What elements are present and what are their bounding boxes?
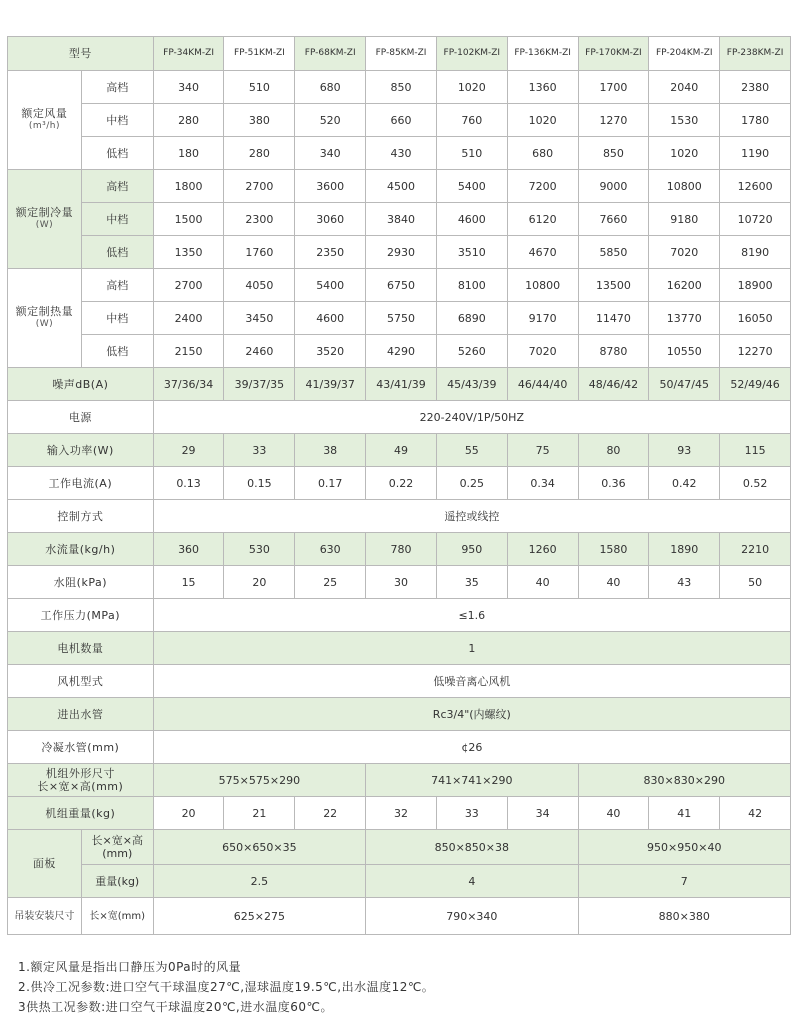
cell: 3510 (436, 236, 507, 269)
power-supply-value: 220-240V/1P/50HZ (153, 401, 790, 434)
cell: 8190 (720, 236, 791, 269)
airflow-low-label: 低档 (81, 137, 153, 170)
cell: 25 (295, 566, 366, 599)
panel-weight-row (8, 865, 791, 898)
cell: 0.25 (436, 467, 507, 500)
heating-label (8, 269, 82, 368)
cell: 50 (720, 566, 791, 599)
cell: 38 (295, 434, 366, 467)
cell: 630 (295, 533, 366, 566)
cell: 9180 (649, 203, 720, 236)
pressure-label: 工作压力(MPa) (8, 599, 154, 632)
cell: 40 (578, 797, 649, 830)
hanging-value-2: 790×340 (366, 898, 578, 935)
cell: 0.17 (295, 467, 366, 500)
drain-row (8, 731, 791, 764)
panel-size-3: 950×950×40 (578, 830, 790, 865)
cell: 7200 (507, 170, 578, 203)
cell: 21 (224, 797, 295, 830)
drain-value: ¢26 (153, 731, 790, 764)
cell: 280 (153, 104, 224, 137)
cell: 0.15 (224, 467, 295, 500)
model-7: FP-170KM-ZI (578, 37, 649, 71)
airflow-unit: (m³/h) (28, 121, 60, 131)
cell: 75 (507, 434, 578, 467)
cell: 1760 (224, 236, 295, 269)
airflow-low-row (8, 137, 791, 170)
cell: 2460 (224, 335, 295, 368)
cell: 6890 (436, 302, 507, 335)
cell: 5750 (366, 302, 437, 335)
cell: 4600 (295, 302, 366, 335)
cell: 5400 (295, 269, 366, 302)
fan-type-row (8, 665, 791, 698)
control-value: 遥控或线控 (153, 500, 790, 533)
cooling-label-text: 额定制冷量 (15, 206, 74, 219)
heating-low-row (8, 335, 791, 368)
cell: 20 (224, 566, 295, 599)
cell: 12600 (720, 170, 791, 203)
note-1: 1.额定风量是指出口静压为0Pa时的风量 (18, 960, 242, 974)
cell: 1500 (153, 203, 224, 236)
model-6: FP-136KM-ZI (507, 37, 578, 71)
cell: 1020 (649, 137, 720, 170)
model-2: FP-51KM-ZI (224, 37, 295, 71)
notes (18, 957, 434, 1017)
cell: 4500 (366, 170, 437, 203)
cell: 33 (436, 797, 507, 830)
heating-low-label: 低档 (81, 335, 153, 368)
dimensions-label-line2: 长×宽×高(mm) (37, 780, 124, 793)
cooling-high-row (8, 170, 791, 203)
cell: 12270 (720, 335, 791, 368)
cell: 5260 (436, 335, 507, 368)
model-3: FP-68KM-ZI (295, 37, 366, 71)
cell: 48/46/42 (578, 368, 649, 401)
cell: 15 (153, 566, 224, 599)
model-8: FP-204KM-ZI (649, 37, 720, 71)
hanging-value-3: 880×380 (578, 898, 790, 935)
cooling-label (8, 170, 82, 269)
panel-size-label (81, 830, 153, 865)
cooling-mid-label: 中档 (81, 203, 153, 236)
power-supply-label: 电源 (8, 401, 154, 434)
cell: 950 (436, 533, 507, 566)
current-row (8, 467, 791, 500)
cell: 29 (153, 434, 224, 467)
dimensions-row (8, 764, 791, 797)
cell: 340 (153, 71, 224, 104)
cooling-unit: (W) (35, 220, 54, 230)
fan-type-value: 低噪音离心风机 (153, 665, 790, 698)
cell: 37/36/34 (153, 368, 224, 401)
heating-high-label: 高档 (81, 269, 153, 302)
cell: 115 (720, 434, 791, 467)
cell: 3060 (295, 203, 366, 236)
model-5: FP-102KM-ZI (436, 37, 507, 71)
cell: 49 (366, 434, 437, 467)
cooling-mid-row (8, 203, 791, 236)
cell: 3450 (224, 302, 295, 335)
airflow-high-row (8, 71, 791, 104)
cell: 1890 (649, 533, 720, 566)
cell: 20 (153, 797, 224, 830)
cell: 40 (507, 566, 578, 599)
noise-label: 噪声dB(A) (8, 368, 154, 401)
heating-high-row (8, 269, 791, 302)
cell: 40 (578, 566, 649, 599)
hanging-sub-label: 长×宽(mm) (81, 898, 153, 935)
panel-size-2: 850×850×38 (366, 830, 578, 865)
control-row (8, 500, 791, 533)
cell: 7020 (507, 335, 578, 368)
cell: 430 (366, 137, 437, 170)
water-resistance-label: 水阻(kPa) (8, 566, 154, 599)
cooling-low-row (8, 236, 791, 269)
dimensions-label (8, 764, 154, 797)
cell: 10800 (507, 269, 578, 302)
hanging-label: 吊装安装尺寸 (8, 898, 82, 935)
cell: 10720 (720, 203, 791, 236)
water-flow-row (8, 533, 791, 566)
cell: 1020 (507, 104, 578, 137)
cell: 5400 (436, 170, 507, 203)
motors-label: 电机数量 (8, 632, 154, 665)
cell: 34 (507, 797, 578, 830)
cell: 680 (507, 137, 578, 170)
panel-size-label-line1: 长×宽×高 (91, 834, 143, 847)
cell: 1780 (720, 104, 791, 137)
cell: 4600 (436, 203, 507, 236)
spec-table (7, 36, 791, 935)
power-supply-row (8, 401, 791, 434)
cell: 43/41/39 (366, 368, 437, 401)
cell: 1360 (507, 71, 578, 104)
cell: 3600 (295, 170, 366, 203)
cell: 8100 (436, 269, 507, 302)
cell: 9000 (578, 170, 649, 203)
cell: 2700 (153, 269, 224, 302)
cell: 43 (649, 566, 720, 599)
cell: 11470 (578, 302, 649, 335)
cell: 760 (436, 104, 507, 137)
cell: 4290 (366, 335, 437, 368)
cell: 30 (366, 566, 437, 599)
cell: 0.34 (507, 467, 578, 500)
panel-weight-label: 重量(kg) (81, 865, 153, 898)
cell: 3520 (295, 335, 366, 368)
water-resistance-row (8, 566, 791, 599)
cell: 0.42 (649, 467, 720, 500)
cell: 16050 (720, 302, 791, 335)
airflow-label-text: 额定风量 (21, 107, 68, 120)
unit-weight-label: 机组重量(kg) (8, 797, 154, 830)
panel-label: 面板 (8, 830, 82, 898)
cell: 41 (649, 797, 720, 830)
cooling-low-label: 低档 (81, 236, 153, 269)
cell: 0.22 (366, 467, 437, 500)
cell: 10550 (649, 335, 720, 368)
cell: 2350 (295, 236, 366, 269)
input-power-label: 输入功率(W) (8, 434, 154, 467)
cell: 4670 (507, 236, 578, 269)
hanging-row (8, 898, 791, 935)
cell: 510 (436, 137, 507, 170)
cell: 8780 (578, 335, 649, 368)
water-flow-label: 水流量(kg/h) (8, 533, 154, 566)
pipe-row (8, 698, 791, 731)
cell: 2400 (153, 302, 224, 335)
panel-size-label-line2: (mm) (102, 847, 133, 860)
input-power-row (8, 434, 791, 467)
pressure-value: ≤1.6 (153, 599, 790, 632)
cell: 45/43/39 (436, 368, 507, 401)
cell: 360 (153, 533, 224, 566)
motors-row (8, 632, 791, 665)
pipe-value: Rc3/4"(内螺纹) (153, 698, 790, 731)
cell: 2300 (224, 203, 295, 236)
cell: 0.52 (720, 467, 791, 500)
cell: 340 (295, 137, 366, 170)
pipe-label: 进出水管 (8, 698, 154, 731)
note-3: 3供热工况参数:进口空气干球温度20℃,进水温度60℃。 (18, 1000, 333, 1014)
cell: 16200 (649, 269, 720, 302)
cell: 13770 (649, 302, 720, 335)
cell: 2210 (720, 533, 791, 566)
cell: 13500 (578, 269, 649, 302)
cell: 1190 (720, 137, 791, 170)
cell: 41/39/37 (295, 368, 366, 401)
panel-weight-3: 7 (578, 865, 790, 898)
cell: 0.13 (153, 467, 224, 500)
dimensions-label-line1: 机组外形尺寸 (45, 767, 115, 780)
cell: 1700 (578, 71, 649, 104)
motors-value: 1 (153, 632, 790, 665)
cell: 2930 (366, 236, 437, 269)
cell: 9170 (507, 302, 578, 335)
airflow-mid-label: 中档 (81, 104, 153, 137)
heating-unit: (W) (35, 319, 54, 329)
cell: 530 (224, 533, 295, 566)
cell: 1270 (578, 104, 649, 137)
model-label: 型号 (8, 37, 154, 71)
cell: 0.36 (578, 467, 649, 500)
cell: 2040 (649, 71, 720, 104)
cell: 380 (224, 104, 295, 137)
cell: 46/44/40 (507, 368, 578, 401)
panel-weight-2: 4 (366, 865, 578, 898)
cell: 42 (720, 797, 791, 830)
cell: 1800 (153, 170, 224, 203)
cell: 3840 (366, 203, 437, 236)
cell: 18900 (720, 269, 791, 302)
model-1: FP-34KM-ZI (153, 37, 224, 71)
cell: 1020 (436, 71, 507, 104)
airflow-label (8, 71, 82, 170)
cell: 280 (224, 137, 295, 170)
cell: 5850 (578, 236, 649, 269)
cell: 7660 (578, 203, 649, 236)
heating-label-text: 额定制热量 (15, 305, 74, 318)
drain-label: 冷凝水管(mm) (8, 731, 154, 764)
dimensions-value-2: 741×741×290 (366, 764, 578, 797)
cell: 780 (366, 533, 437, 566)
dimensions-value-3: 830×830×290 (578, 764, 790, 797)
panel-size-row (8, 830, 791, 865)
cell: 1530 (649, 104, 720, 137)
pressure-row (8, 599, 791, 632)
cell: 1350 (153, 236, 224, 269)
heating-mid-label: 中档 (81, 302, 153, 335)
noise-row (8, 368, 791, 401)
note-2: 2.供冷工况参数:进口空气干球温度27℃,湿球温度19.5℃,出水温度12℃。 (18, 980, 435, 994)
cell: 660 (366, 104, 437, 137)
fan-type-label: 风机型式 (8, 665, 154, 698)
cell: 520 (295, 104, 366, 137)
cell: 6120 (507, 203, 578, 236)
cell: 6750 (366, 269, 437, 302)
cell: 1260 (507, 533, 578, 566)
cell: 4050 (224, 269, 295, 302)
cell: 850 (366, 71, 437, 104)
cell: 680 (295, 71, 366, 104)
cell: 39/37/35 (224, 368, 295, 401)
unit-weight-row (8, 797, 791, 830)
dimensions-value-1: 575×575×290 (153, 764, 365, 797)
header-row (8, 37, 791, 71)
airflow-high-label: 高档 (81, 71, 153, 104)
cell: 22 (295, 797, 366, 830)
model-4: FP-85KM-ZI (366, 37, 437, 71)
cell: 52/49/46 (720, 368, 791, 401)
cell: 10800 (649, 170, 720, 203)
control-label: 控制方式 (8, 500, 154, 533)
cell: 93 (649, 434, 720, 467)
panel-size-1: 650×650×35 (153, 830, 365, 865)
cell: 180 (153, 137, 224, 170)
cell: 510 (224, 71, 295, 104)
cooling-high-label: 高档 (81, 170, 153, 203)
cell: 2700 (224, 170, 295, 203)
cell: 850 (578, 137, 649, 170)
current-label: 工作电流(A) (8, 467, 154, 500)
heating-mid-row (8, 302, 791, 335)
cell: 35 (436, 566, 507, 599)
cell: 2380 (720, 71, 791, 104)
hanging-value-1: 625×275 (153, 898, 365, 935)
cell: 1580 (578, 533, 649, 566)
cell: 55 (436, 434, 507, 467)
cell: 50/47/45 (649, 368, 720, 401)
cell: 80 (578, 434, 649, 467)
cell: 7020 (649, 236, 720, 269)
panel-weight-1: 2.5 (153, 865, 365, 898)
cell: 2150 (153, 335, 224, 368)
airflow-mid-row (8, 104, 791, 137)
cell: 33 (224, 434, 295, 467)
model-9: FP-238KM-ZI (720, 37, 791, 71)
cell: 32 (366, 797, 437, 830)
